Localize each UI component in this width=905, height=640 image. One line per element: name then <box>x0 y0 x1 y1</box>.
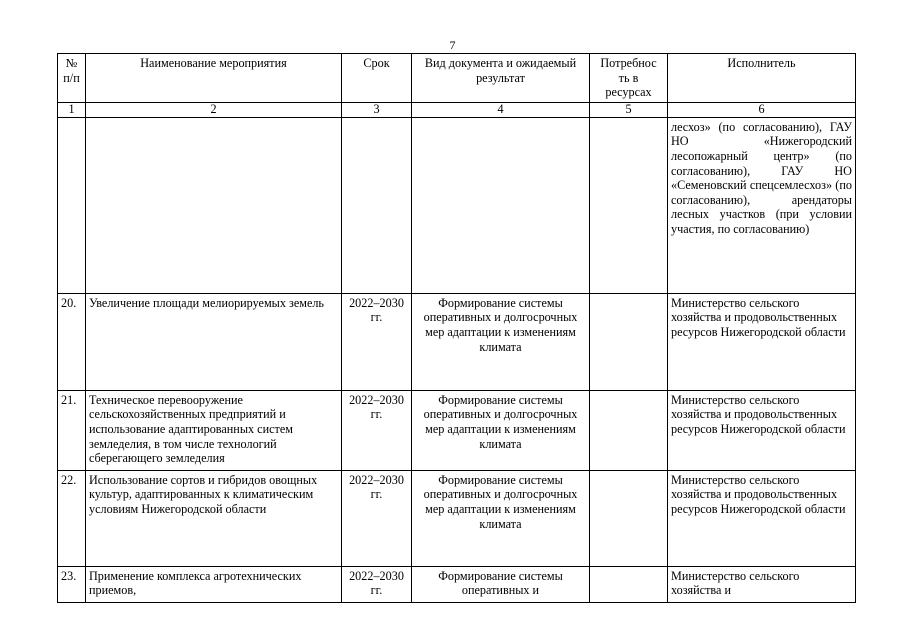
header-result: Вид документа и ожидаемый результат <box>412 54 590 103</box>
page-number: 7 <box>449 38 456 52</box>
table-row <box>58 293 856 390</box>
row-name: Применение комплекса агротехнических приемов, <box>86 566 342 602</box>
row-result: Формирование системы оперативных и <box>412 566 590 602</box>
header-executor: Исполнитель <box>668 54 856 103</box>
colnum-3: 3 <box>342 102 412 117</box>
row-num: 23. <box>58 566 86 602</box>
row-executor: Министерство сельского хозяйства и продовольственных ресурсов Нижегородской области <box>668 390 856 470</box>
header-term: Срок <box>342 54 412 103</box>
row-resources <box>590 566 668 602</box>
header-row <box>58 54 856 103</box>
row-num: 22. <box>58 470 86 566</box>
row-executor: Министерство сельского хозяйства и продовольственных ресурсов Нижегородской области <box>668 293 856 390</box>
continuation-row <box>58 117 856 293</box>
table-row <box>58 566 856 602</box>
row-resources <box>590 390 668 470</box>
row-executor: Министерство сельского хозяйства и <box>668 566 856 602</box>
row-resources <box>590 293 668 390</box>
table-row <box>58 390 856 470</box>
colnum-5: 5 <box>590 102 668 117</box>
header-name: Наименование мероприятия <box>86 54 342 103</box>
continuation-executor: лесхоз» (по согласованию), ГАУ НО «Нижегородский лесопожарный центр» (по согласованию), ГАУ НО «Семеновский спецсемлесхоз» (по согласованию), арендаторы лесных участков (при условии участия, по согласованию) <box>668 117 856 293</box>
row-num: 21. <box>58 390 86 470</box>
colnum-4: 4 <box>412 102 590 117</box>
header-num: № п/п <box>58 54 86 103</box>
row-result: Формирование системы оперативных и долгосрочных мер адаптации к изменениям климата <box>412 390 590 470</box>
colnum-2: 2 <box>86 102 342 117</box>
row-resources <box>590 470 668 566</box>
row-term: 2022–2030 гг. <box>342 390 412 470</box>
row-executor: Министерство сельского хозяйства и продовольственных ресурсов Нижегородской области <box>668 470 856 566</box>
row-term: 2022–2030 гг. <box>342 566 412 602</box>
colnum-6: 6 <box>668 102 856 117</box>
colnum-1: 1 <box>58 102 86 117</box>
row-name: Техническое перевооружение сельскохозяйственных предприятий и использование адаптированных систем земледелия, в том числе технологий сберегающего земледелия <box>86 390 342 470</box>
row-term: 2022–2030 гг. <box>342 293 412 390</box>
header-resources: Потребнос ть в ресурсах <box>590 54 668 103</box>
row-result: Формирование системы оперативных и долгосрочных мер адаптации к изменениям климата <box>412 293 590 390</box>
table-row <box>58 470 856 566</box>
row-name: Увеличение площади мелиорируемых земель <box>86 293 342 390</box>
row-term: 2022–2030 гг. <box>342 470 412 566</box>
column-numbers-row <box>58 102 856 117</box>
row-num: 20. <box>58 293 86 390</box>
row-result: Формирование системы оперативных и долгосрочных мер адаптации к изменениям климата <box>412 470 590 566</box>
row-name: Использование сортов и гибридов овощных культур, адаптированных к климатическим условиям Нижегородской области <box>86 470 342 566</box>
measures-table <box>57 53 856 603</box>
